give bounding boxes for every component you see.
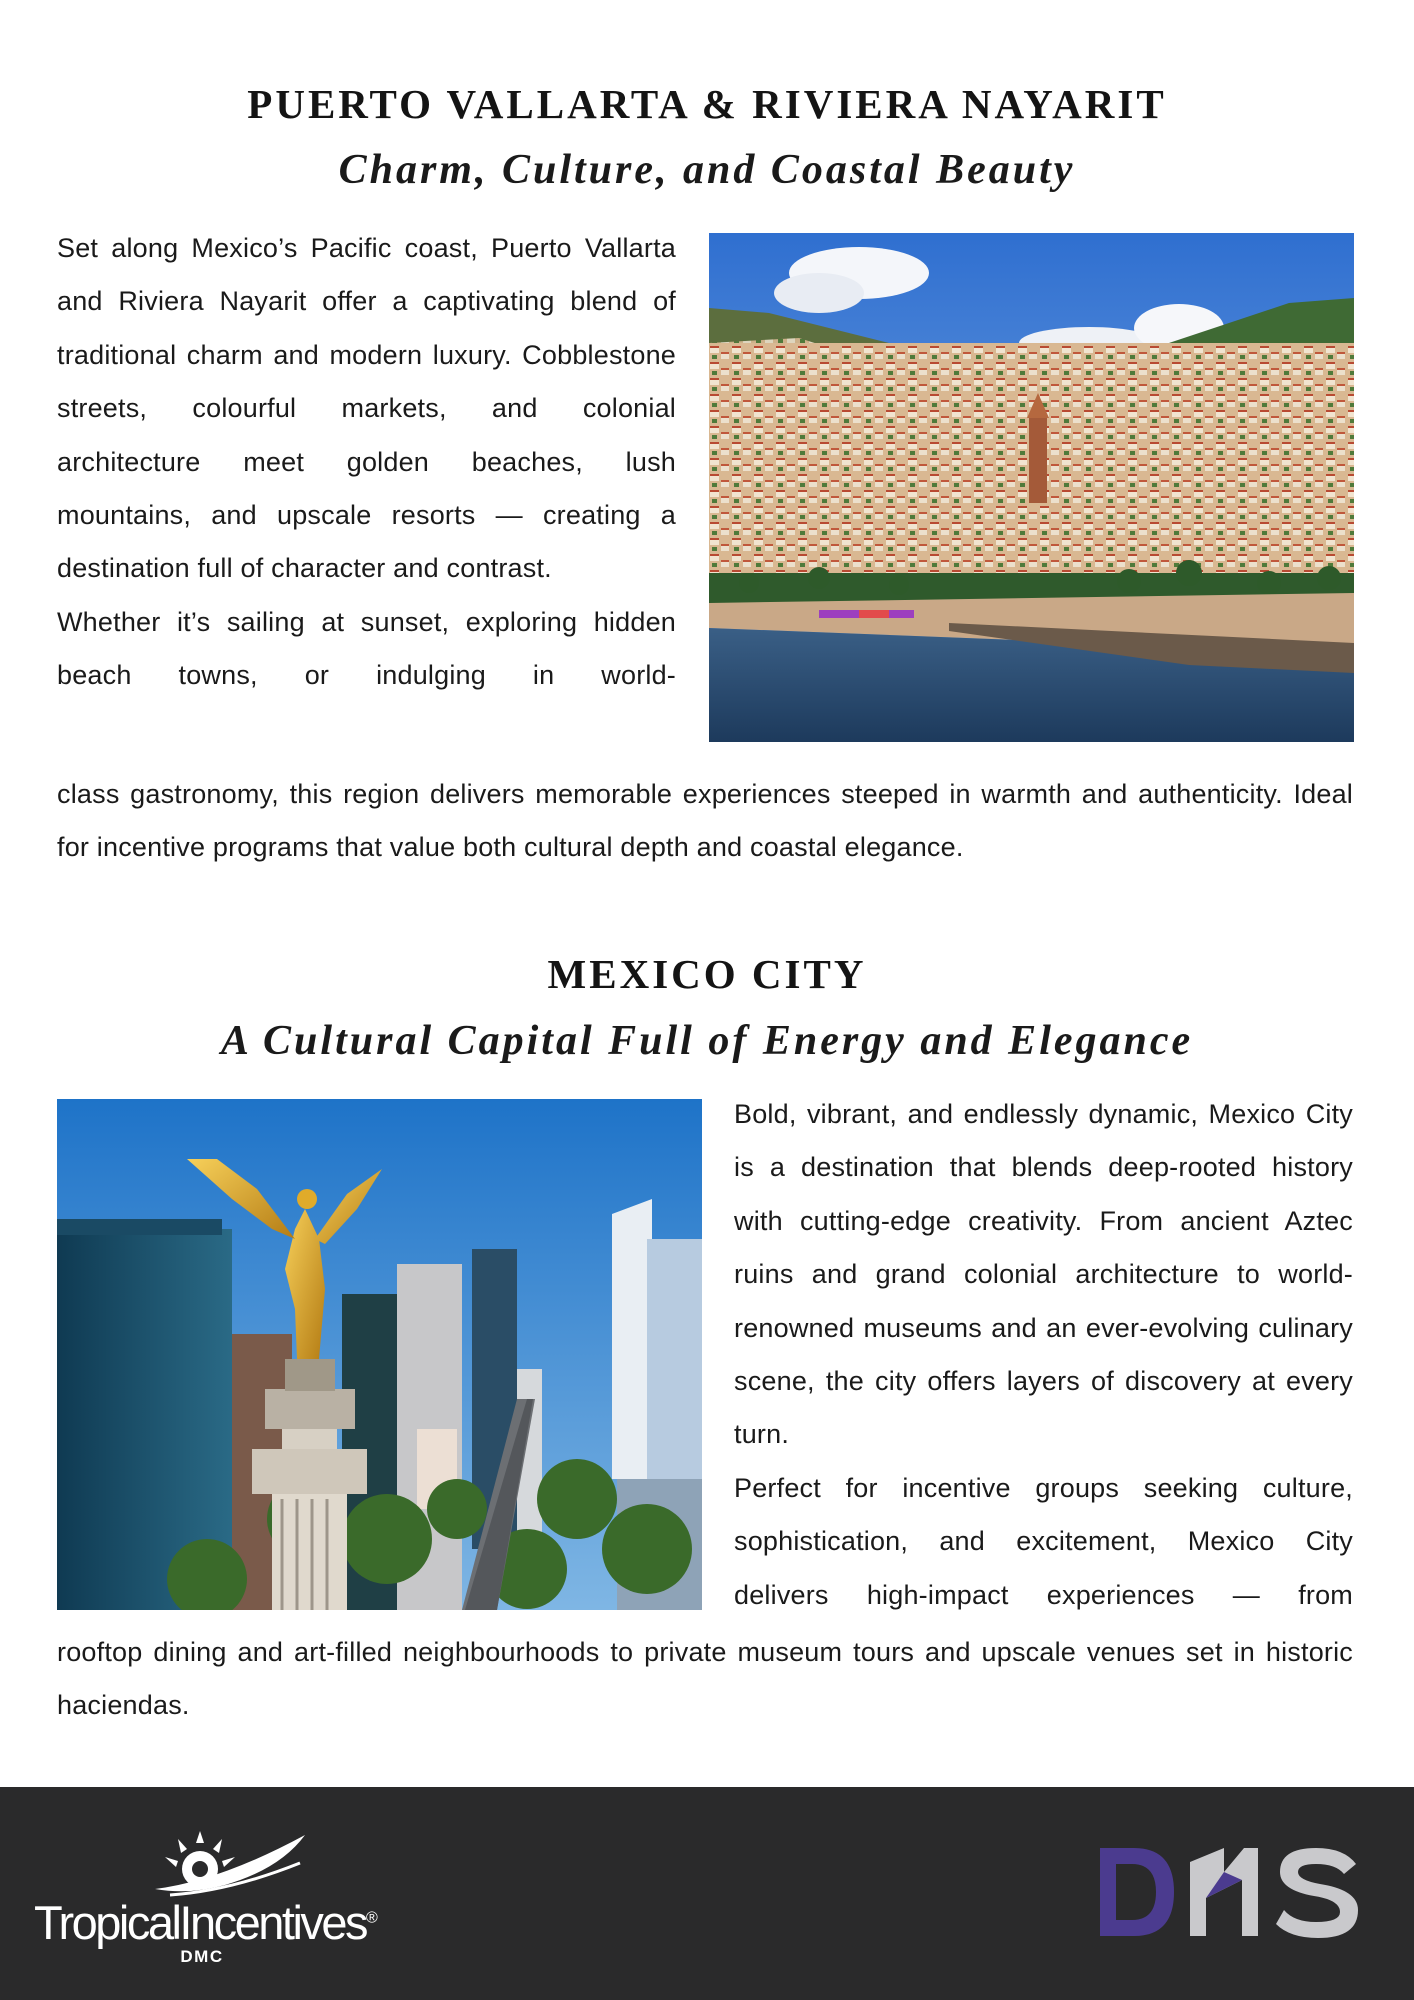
section-title-puerto-vallarta: PUERTO VALLARTA & RIVIERA NAYARIT bbox=[247, 81, 1167, 127]
mexico-city-intro-text bbox=[734, 1088, 1353, 1622]
tropical-incentives-wordmark bbox=[34, 1895, 394, 1950]
puerto-vallarta-paragraph-1: Set along Mexico’s Pacific coast, Puerto Vallarta and Riviera Nayarit offer a captivating blend of traditional charm and modern luxury. Cobblestone streets, colourful markets, and colonial architecture meet golden beaches, lush mountains, and upscale resorts — creating a destination full of character and contrast. bbox=[57, 233, 676, 584]
section-subtitle-mexico-city: A Cultural Capital Full of Energy and Elegance bbox=[220, 1018, 1194, 1064]
mexico-city-paragraph-2-start: Perfect for incentive groups seeking culture, sophistication, and excitement, Mexico City delivers high-impact experiences — from bbox=[734, 1472, 1353, 1610]
sun-wave-logo-icon bbox=[130, 1829, 310, 1901]
section-title-mexico-city: MEXICO CITY bbox=[547, 951, 867, 997]
mexico-city-paragraph-2-end: rooftop dining and art-filled neighbourhoods to private museum tours and upscale venues set in historic haciendas. bbox=[57, 1637, 1353, 1721]
puerto-vallarta-photo bbox=[709, 233, 1354, 742]
registered-mark: ® bbox=[366, 1909, 378, 1927]
tropical-incentives-name: TropicalIncentives bbox=[34, 1896, 367, 1949]
tropical-incentives-dmc: DMC bbox=[180, 1947, 224, 1966]
footer-bar bbox=[0, 1787, 1414, 2000]
puerto-vallarta-intro-text bbox=[57, 222, 676, 703]
mexico-city-continued-text bbox=[57, 1626, 1353, 1733]
mexico-city-photo bbox=[57, 1099, 702, 1610]
mexico-city-illustration bbox=[57, 1099, 702, 1610]
puerto-vallarta-continued-text bbox=[57, 768, 1353, 875]
puerto-vallarta-paragraph-2-end: class gastronomy, this region delivers memorable experiences steeped in warmth and authenticity. Ideal for incentive programs that value both cultural depth and coastal elegance. bbox=[57, 779, 1353, 863]
mexico-city-paragraph-1: Bold, vibrant, and endlessly dynamic, Mexico City is a destination that blends deep-rooted history with cutting-edge creativity. From ancient Aztec ruins and grand colonial architecture to world-renowned museums and an ever-evolving culinary scene, the city offers layers of discovery at every turn. bbox=[734, 1099, 1353, 1450]
puerto-vallarta-illustration bbox=[709, 233, 1354, 742]
section-subtitle-puerto-vallarta: Charm, Culture, and Coastal Beauty bbox=[338, 147, 1076, 193]
puerto-vallarta-paragraph-2-start: Whether it’s sailing at sunset, exploring hidden beach towns, or indulging in world- bbox=[57, 606, 676, 691]
dms-logo bbox=[1094, 1842, 1364, 1942]
tropical-incentives-logo bbox=[34, 1829, 394, 1979]
